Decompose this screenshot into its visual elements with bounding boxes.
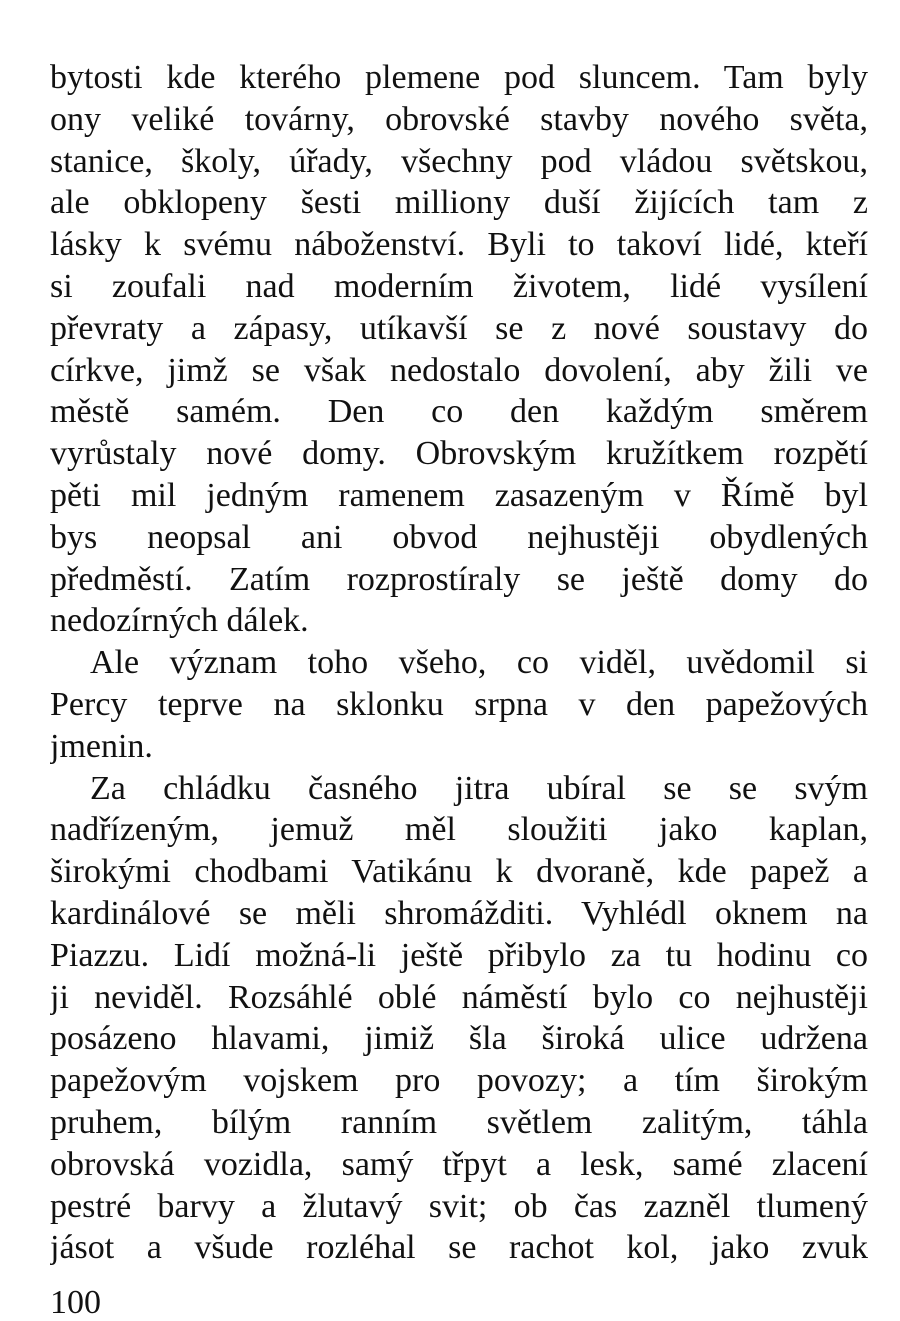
- text-line: kardinálové se měli shromážditi. Vyhlédl oknem na: [50, 894, 868, 932]
- text-line: předměstí. Zatím rozprostíraly se ještě domy do: [50, 560, 868, 598]
- text-line: stanice, školy, úřady, všechny pod vládou světskou,: [50, 142, 868, 180]
- text-line: ony veliké továrny, obrovské stavby nového světa,: [50, 100, 868, 138]
- text-line: ale obklopeny šesti milliony duší žijících tam z: [50, 184, 868, 222]
- page-number: 100: [50, 1284, 101, 1321]
- text-line: vyrůstaly nové domy. Obrovským kružítkem rozpětí: [50, 435, 868, 473]
- text-line: papežovým vojskem pro povozy; a tím širokým: [50, 1062, 868, 1100]
- text-line: obrovská vozidla, samý třpyt a lesk, samé zlacení: [50, 1145, 868, 1183]
- page-text: [50, 57, 868, 1269]
- text-line: širokými chodbami Vatikánu k dvoraně, kde papež a: [50, 853, 868, 891]
- text-line: Piazzu. Lidí možná-li ještě přibylo za tu hodinu co: [50, 936, 868, 974]
- text-line: posázeno hlavami, jimiž šla široká ulice udržena: [50, 1020, 868, 1058]
- text-line: pestré barvy a žlutavý svit; ob čas zazněl tlumený: [50, 1187, 868, 1225]
- text-line: Ale význam toho všeho, co viděl, uvědomil si: [90, 644, 868, 682]
- text-line: bytosti kde kterého plemene pod sluncem. Tam byly: [50, 59, 868, 96]
- text-line: nedozírných dálek.: [50, 602, 309, 640]
- text-line: převraty a zápasy, utíkavší se z nové soustavy do: [50, 309, 868, 347]
- text-line: ji neviděl. Rozsáhlé oblé náměstí bylo co nejhustěji: [50, 978, 868, 1016]
- text-line: městě samém. Den co den každým směrem: [50, 393, 868, 431]
- text-line: jásot a všude rozléhal se rachot kol, jako zvuk: [50, 1229, 868, 1267]
- text-line: Za chládku časného jitra ubíral se se svým: [90, 769, 868, 807]
- text-line: lásky k svému náboženství. Byli to takoví lidé, kteří: [50, 226, 868, 264]
- text-line: Percy teprve na sklonku srpna v den papežových: [50, 685, 868, 723]
- text-line: pěti mil jedným ramenem zasazeným v Římě byl: [50, 476, 868, 514]
- text-line: církve, jimž se však nedostalo dovolení, aby žili ve: [50, 351, 868, 389]
- text-line: pruhem, bílým ranním světlem zalitým, táhla: [50, 1103, 868, 1141]
- text-line: jmenin.: [50, 727, 153, 765]
- text-line: si zoufali nad moderním životem, lidé vysílení: [50, 267, 868, 305]
- text-line: bys neopsal ani obvod nejhustěji obydlených: [50, 518, 868, 556]
- text-line: nadřízeným, jemuž měl sloužiti jako kaplan,: [50, 811, 868, 849]
